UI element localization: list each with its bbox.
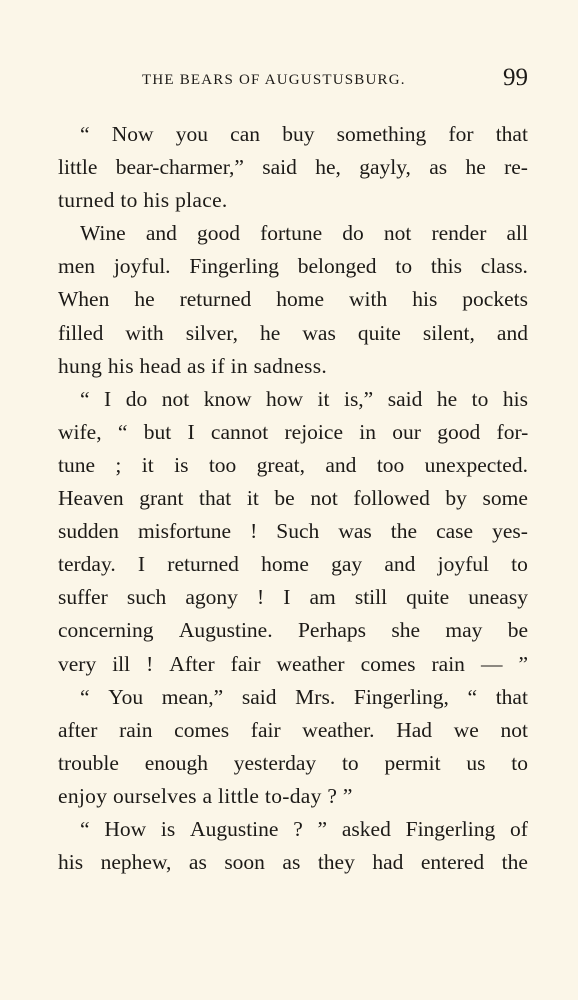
text-line: concerning Augustine. Perhaps she may be [58,618,528,643]
text-line: filled with silver, he was quite silent, and [58,320,528,345]
text-line: suffer such agony ! I am still quite uneasy [58,585,528,610]
text-line: terday. I returned home gay and joyful to [58,552,528,577]
text-line: turned to his place. [58,188,228,213]
running-head [58,66,528,96]
text-line: “ How is Augustine ? ” asked Fingerling of [80,816,528,841]
body-text [58,118,528,879]
text-line: sudden misfortune ! Such was the case yes- [58,519,528,544]
page-number: 99 [503,64,528,91]
text-line: “ Now you can buy something for that [80,122,528,146]
text-line: after rain comes fair weather. Had we not [58,717,528,742]
text-line: men joyful. Fingerling belonged to this class. [58,254,528,279]
text-line: Heaven grant that it be not followed by some [58,486,528,511]
text-line: “ You mean,” said Mrs. Fingerling, “ that [80,684,528,709]
running-title: THE BEARS OF AUGUSTUSBURG. [142,72,406,88]
text-line: Wine and good fortune do not render all [80,221,528,246]
text-line: “ I do not know how it is,” said he to his [80,386,528,411]
text-line: tune ; it is too great, and too unexpected. [58,452,528,477]
text-line: wife, “ but I cannot rejoice in our good for- [58,419,529,444]
text-line: hung his head as if in sadness. [58,353,328,378]
text-line: his nephew, as soon as they had entered the [58,850,528,875]
text-line: trouble enough yesterday to permit us to [58,750,528,775]
text-line: very ill ! After fair weather comes rain — ” [58,651,528,676]
text-line: When he returned home with his pockets [58,287,528,312]
text-line: little bear-charmer,” said he, gayly, as he re- [58,155,528,180]
text-line: enjoy ourselves a little to-day ? ” [58,783,353,808]
